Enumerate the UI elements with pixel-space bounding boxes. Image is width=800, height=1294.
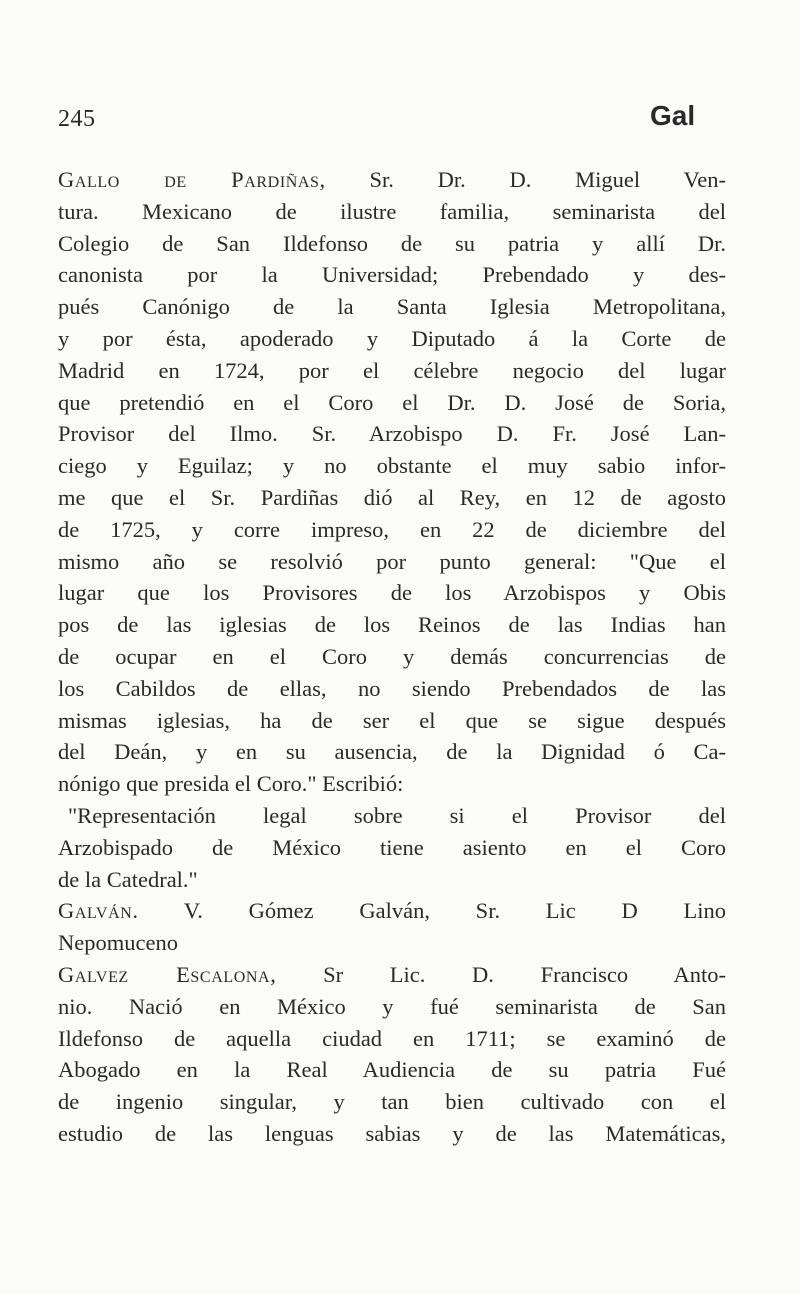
entry-headword: Galvez Escalona, [58, 961, 277, 987]
page-header [58, 100, 696, 150]
text-segment: Sr Lic. D. Francisco Anto- [276, 961, 726, 987]
text-line [58, 323, 726, 355]
text-segment: Madrid en 1724, por el célebre negocio del lugar [58, 357, 726, 383]
text-segment: Abogado en la Real Audiencia de su patria Fué [58, 1057, 726, 1083]
text-line [58, 577, 726, 609]
text-segment: mismo año se resolvió por punto general: "Que el [58, 548, 726, 574]
text-line [58, 705, 726, 737]
text-line [58, 959, 726, 991]
text-line [58, 864, 726, 896]
text-segment: que pretendió en el Coro el Dr. D. José de Soria, [58, 389, 726, 415]
text-segment: canonista por la Universidad; Prebendado y des- [58, 262, 726, 288]
text-line [58, 196, 726, 228]
text-line [58, 1054, 726, 1086]
text-segment: del Deán, y en su ausencia, de la Dignidad ó Ca- [58, 739, 726, 765]
text-line [58, 355, 726, 387]
text-line [58, 450, 726, 482]
running-head: Gal [650, 100, 696, 131]
page-number: 245 [58, 106, 96, 132]
text-line [58, 991, 726, 1023]
text-line [58, 1118, 726, 1150]
text-segment: nónigo que presida el Coro." Escribió: [58, 771, 404, 797]
text-segment: Nepomuceno [58, 930, 178, 956]
text-line [58, 1023, 726, 1055]
text-line [58, 514, 726, 546]
text-line [58, 768, 726, 800]
text-line [58, 609, 726, 641]
text-line [58, 641, 726, 673]
text-segment: Sr. Dr. D. Miguel Ven- [325, 167, 726, 192]
text-segment: "Representación legal sobre si el Provisor del [68, 802, 726, 828]
text-line [58, 291, 726, 323]
text-line [58, 673, 726, 705]
text-segment: lugar que los Provisores de los Arzobispos y Obis [58, 580, 726, 606]
text-segment: Ildefonso de aquella ciudad en 1711; se examinó de [58, 1025, 726, 1051]
text-segment: de 1725, y corre impreso, en 22 de diciembre del [58, 516, 726, 542]
text-segment: y por ésta, apoderado y Diputado á la Corte de [58, 325, 726, 351]
text-line [58, 895, 726, 927]
text-line [58, 259, 726, 291]
text-line [58, 736, 726, 768]
text-segment: mismas iglesias, ha de ser el que se sigue después [58, 707, 726, 733]
text-segment: ciego y Eguilaz; y no obstante el muy sabio infor- [58, 453, 726, 479]
dictionary-entry [58, 164, 726, 895]
text-segment: pos de las iglesias de los Reinos de las Indias han [58, 612, 726, 638]
text-segment: V. Gómez Galván, Sr. Lic D Lino [138, 898, 726, 924]
text-segment: Arzobispado de México tiene asiento en el Coro [58, 834, 726, 860]
text-segment: de ingenio singular, y tan bien cultivado con el [58, 1089, 726, 1115]
text-segment: los Cabildos de ellas, no siendo Prebendados de las [58, 675, 726, 701]
text-segment: me que el Sr. Pardiñas dió al Rey, en 12 de agosto [58, 484, 726, 510]
text-line [58, 927, 726, 959]
text-line [58, 482, 726, 514]
text-segment: Provisor del Ilmo. Sr. Arzobispo D. Fr. José Lan- [58, 421, 726, 447]
entry-headword: Galván. [58, 898, 139, 924]
text-line [58, 546, 726, 578]
body-text [58, 164, 726, 1150]
text-segment: de ocupar en el Coro y demás concurrencias de [58, 643, 726, 669]
text-line [58, 164, 726, 196]
text-line [58, 228, 726, 260]
text-line [58, 387, 726, 419]
text-segment: nio. Nació en México y fué seminarista de San [58, 993, 726, 1019]
text-segment: estudio de las lenguas sabias y de las Matemáticas, [58, 1120, 726, 1146]
text-line [58, 418, 726, 450]
text-segment: pués Canónigo de la Santa Iglesia Metropolitana, [58, 294, 726, 320]
text-segment: tura. Mexicano de ilustre familia, seminarista del [58, 198, 726, 224]
text-segment: de la Catedral." [58, 866, 198, 892]
dictionary-entry [58, 895, 726, 959]
text-line [58, 832, 726, 864]
text-line [58, 800, 726, 832]
dictionary-entry [58, 959, 726, 1150]
entry-headword: Gallo de Pardiñas, [58, 167, 326, 192]
text-segment: Colegio de San Ildefonso de su patria y allí Dr. [58, 230, 726, 256]
text-line [58, 1086, 726, 1118]
